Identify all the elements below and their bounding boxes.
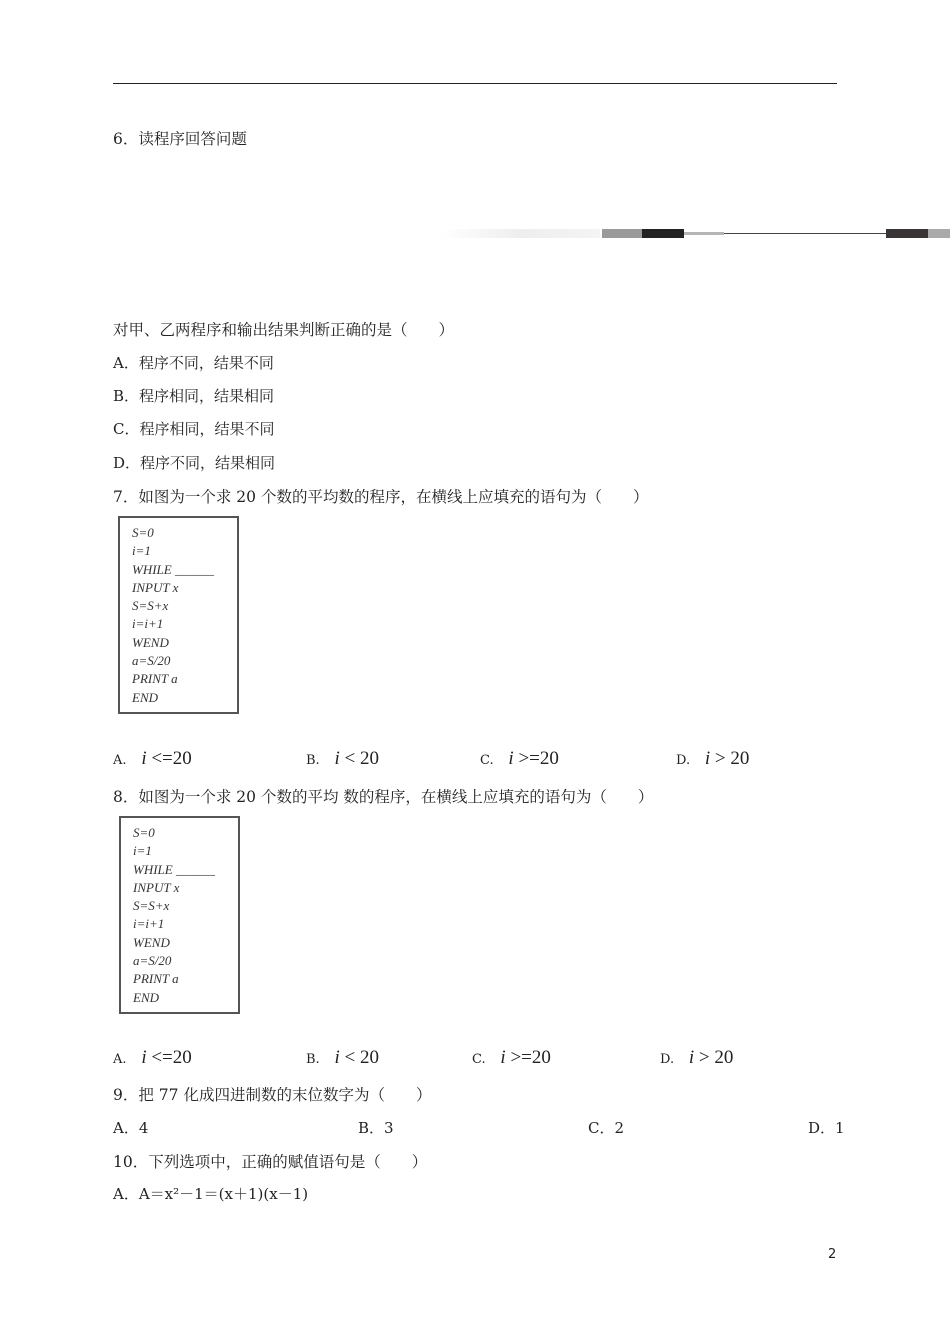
code-line: i=1 — [132, 543, 151, 559]
header-rule — [113, 83, 837, 84]
q8-program-box — [119, 816, 240, 1014]
q7-option-b: B. i < 20 — [306, 748, 379, 769]
q10-option-a: A．A＝x²－1＝(x＋1)(x－1) — [113, 1185, 309, 1203]
q8-option-a: A. i <=20 — [113, 1047, 192, 1068]
q9-option-a: A．4 — [113, 1119, 149, 1137]
code-line: END — [132, 689, 158, 705]
code-line: END — [133, 989, 159, 1005]
code-line: a=S/20 — [132, 653, 171, 669]
q6-option-b: B．程序相同，结果相同 — [113, 387, 275, 405]
q7-option-d: D. i > 20 — [676, 748, 750, 769]
code-line: i=i+1 — [133, 916, 165, 932]
code-line: PRINT a — [132, 671, 178, 687]
code-line: S=S+x — [133, 898, 170, 914]
q7-option-c: C. i >=20 — [480, 748, 559, 769]
q9-option-b: B．3 — [358, 1119, 394, 1137]
code-line: i=i+1 — [132, 616, 164, 632]
q7-program-box — [118, 516, 239, 714]
q8-option-c: C. i >=20 — [472, 1047, 551, 1068]
code-line: WEND — [133, 934, 170, 950]
code-line: WEND — [132, 634, 169, 650]
q6-stem: 对甲、乙两程序和输出结果判断正确的是（ ） — [113, 321, 455, 339]
q6-option-c: C．程序相同，结果不同 — [113, 420, 275, 438]
code-line: WHILE ______ — [132, 561, 214, 577]
code-line: a=S/20 — [133, 953, 172, 969]
code-line: PRINT a — [133, 971, 179, 987]
code-line: S=S+x — [132, 598, 169, 614]
code-line: S=0 — [132, 525, 154, 540]
q6-option-d: D．程序不同，结果相同 — [113, 454, 276, 472]
q7-title: 7．如图为一个求 20 个数的平均数的程序，在横线上应填充的语句为（ ） — [113, 488, 649, 506]
q9-title: 9．把 77 化成四进制数的末位数字为（ ） — [113, 1086, 432, 1104]
code-line: INPUT x — [132, 579, 179, 595]
q9-option-c: C．2 — [588, 1119, 625, 1137]
q8-option-d: D. i > 20 — [660, 1047, 734, 1068]
page-number: 2 — [828, 1247, 837, 1262]
code-line: INPUT x — [133, 879, 180, 895]
code-line: i=1 — [133, 843, 152, 859]
q9-option-d: D．1 — [808, 1119, 845, 1137]
q6-title: 6．读程序回答问题 — [113, 130, 247, 148]
q6-option-a: A．程序不同，结果不同 — [113, 354, 274, 372]
q7-option-a: A. i <=20 — [113, 748, 192, 769]
q8-title: 8．如图为一个求 20 个数的平均 数的程序，在横线上应填充的语句为（ ） — [113, 788, 654, 806]
q10-title: 10．下列选项中，正确的赋值语句是（ ） — [113, 1153, 428, 1171]
q8-option-b: B. i < 20 — [306, 1047, 379, 1068]
code-line: S=0 — [133, 825, 155, 840]
code-line: WHILE ______ — [133, 861, 215, 877]
